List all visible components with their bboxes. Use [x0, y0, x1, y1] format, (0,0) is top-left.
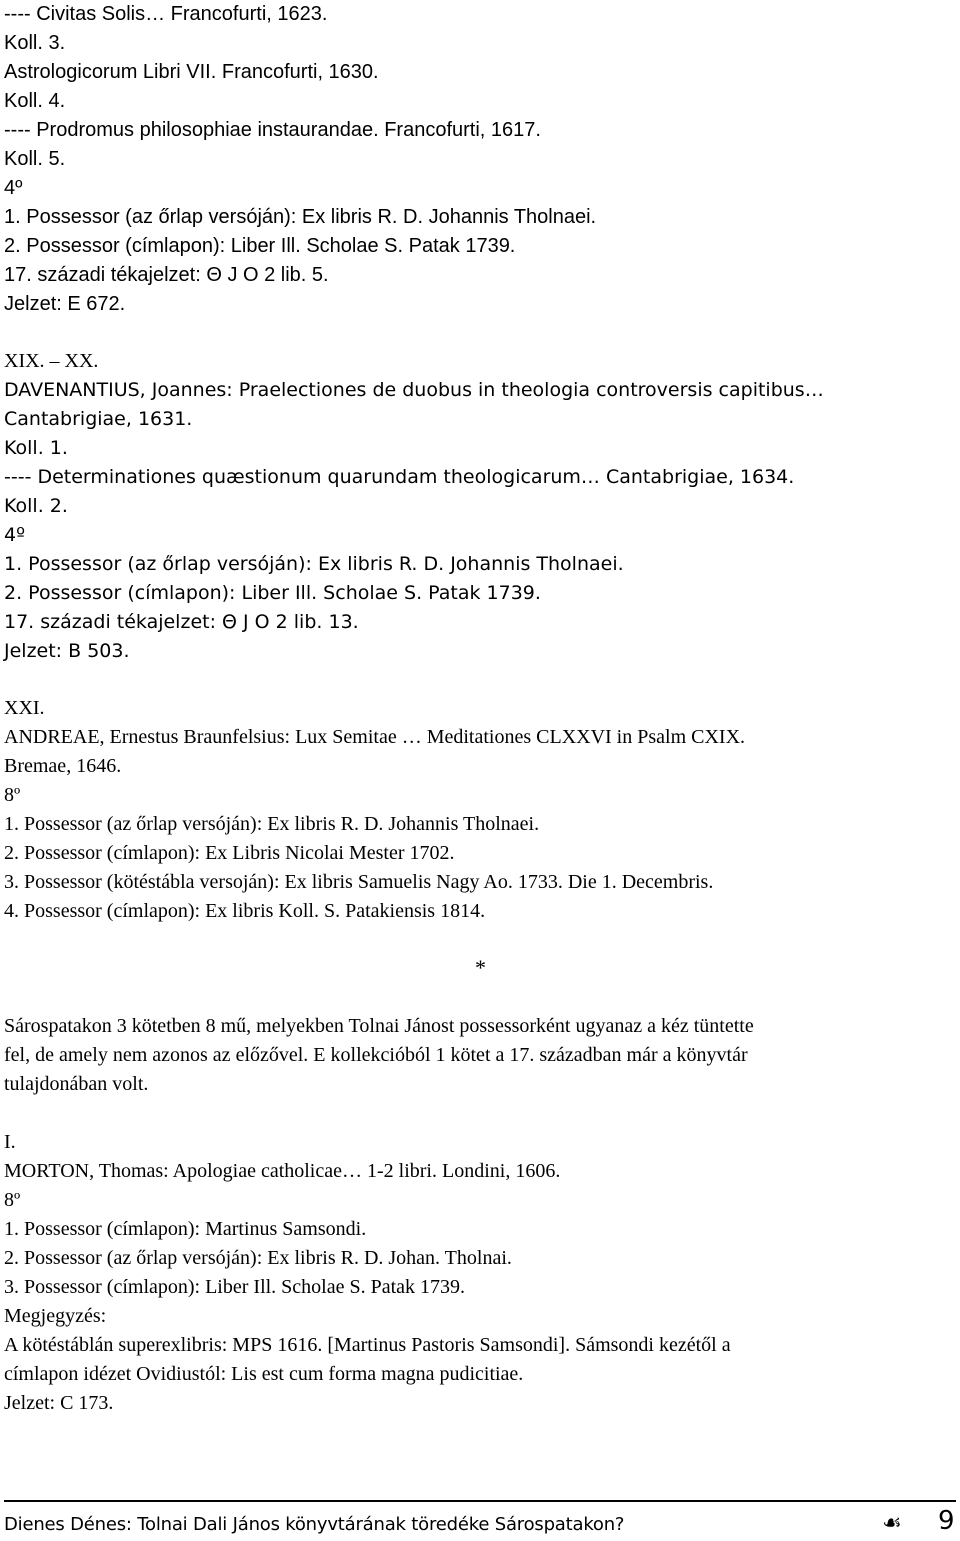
- text-line: Jelzet: C 173.: [4, 1392, 114, 1414]
- text-line: Koll. 1.: [4, 437, 68, 459]
- text-line: XIX. – XX.: [4, 350, 99, 372]
- text-line: Megjegyzés:: [4, 1305, 107, 1327]
- text-line: Jelzet: E 672.: [4, 293, 126, 315]
- text-line: 4. Possessor (címlapon): Ex libris Koll. S. Patakiensis 1814.: [4, 900, 486, 922]
- text-line: 4º: [4, 177, 23, 199]
- text-line: Koll. 4.: [4, 90, 66, 112]
- text-line: XXI.: [4, 697, 45, 719]
- text-line: ---- Determinationes quæstionum quarundam theologicarum… Cantabrigiae, 1634.: [4, 466, 795, 488]
- text-line: 2. Possessor (az őrlap versóján): Ex libris R. D. Johan. Tholnai.: [4, 1247, 512, 1269]
- text-line: Jelzet: B 503.: [4, 640, 130, 662]
- text-line: Koll. 2.: [4, 495, 68, 517]
- text-line: ---- Civitas Solis… Francofurti, 1623.: [4, 3, 328, 25]
- text-line: 1. Possessor (címlapon): Martinus Samsondi.: [4, 1218, 367, 1240]
- text-line: ANDREAE, Ernestus Braunfelsius: Lux Semitae … Meditationes CLXXVI in Psalm CXIX.: [4, 726, 746, 748]
- text-line: DAVENANTIUS, Joannes: Praelectiones de duobus in theologia controversis capitibus…: [4, 379, 824, 401]
- text-line: Koll. 5.: [4, 148, 66, 170]
- text-line: I.: [4, 1131, 16, 1153]
- text-line: MORTON, Thomas: Apologiae catholicae… 1-2 libri. Londini, 1606.: [4, 1160, 561, 1182]
- text-line: 2. Possessor (címlapon): Liber Ill. Scholae S. Patak 1739.: [4, 235, 516, 257]
- text-line: ---- Prodromus philosophiae instaurandae. Francofurti, 1617.: [4, 119, 541, 141]
- text-line: 8º: [4, 1189, 21, 1211]
- text-line: 2. Possessor (címlapon): Ex Libris Nicolai Mester 1702.: [4, 842, 455, 864]
- text-line: fel, de amely nem azonos az előzővel. E kollekcióból 1 kötet a 17. században már a könyvtár: [4, 1044, 748, 1066]
- text-line: Bremae, 1646.: [4, 755, 122, 777]
- text-line: 3. Possessor (kötéstábla versoján): Ex libris Samuelis Nagy Ao. 1733. Die 1. Decembris.: [4, 871, 714, 893]
- text-line: címlapon idézet Ovidiustól: Lis est cum forma magna pudicitiae.: [4, 1363, 524, 1385]
- section-separator: *: [475, 955, 486, 980]
- text-line: 1. Possessor (az őrlap versóján): Ex libris R. D. Johannis Tholnaei.: [4, 813, 540, 835]
- text-line: A kötéstáblán superexlibris: MPS 1616. [Martinus Pastoris Samsondi]. Sámsondi kezétől a: [4, 1334, 731, 1356]
- ornament-icon: ☙: [882, 1511, 902, 1536]
- text-line: 8º: [4, 784, 21, 806]
- text-line: 1. Possessor (az őrlap versóján): Ex libris R. D. Johannis Tholnaei.: [4, 553, 624, 575]
- page-number: 9: [938, 1506, 955, 1536]
- text-line: 1. Possessor (az őrlap versóján): Ex libris R. D. Johannis Tholnaei.: [4, 206, 597, 228]
- footer-title: Dienes Dénes: Tolnai Dali János könyvtárának töredéke Sárospatakon?: [4, 1514, 625, 1535]
- text-line: 3. Possessor (címlapon): Liber Ill. Scholae S. Patak 1739.: [4, 1276, 466, 1298]
- text-line: 2. Possessor (címlapon): Liber Ill. Scholae S. Patak 1739.: [4, 582, 541, 604]
- text-line: 4º: [4, 524, 26, 546]
- text-line: 17. századi tékajelzet: Θ J O 2 lib. 5.: [4, 264, 329, 286]
- text-line: Cantabrigiae, 1631.: [4, 408, 193, 430]
- text-line: tulajdonában volt.: [4, 1073, 149, 1095]
- text-line: Sárospatakon 3 kötetben 8 mű, melyekben Tolnai Jánost possessorként ugyanaz a kéz tüntette: [4, 1015, 754, 1037]
- text-line: 17. századi tékajelzet: Θ J O 2 lib. 13.: [4, 611, 359, 633]
- text-line: Astrologicorum Libri VII. Francofurti, 1630.: [4, 61, 379, 83]
- footer-divider: [4, 1500, 956, 1502]
- text-line: Koll. 3.: [4, 32, 66, 54]
